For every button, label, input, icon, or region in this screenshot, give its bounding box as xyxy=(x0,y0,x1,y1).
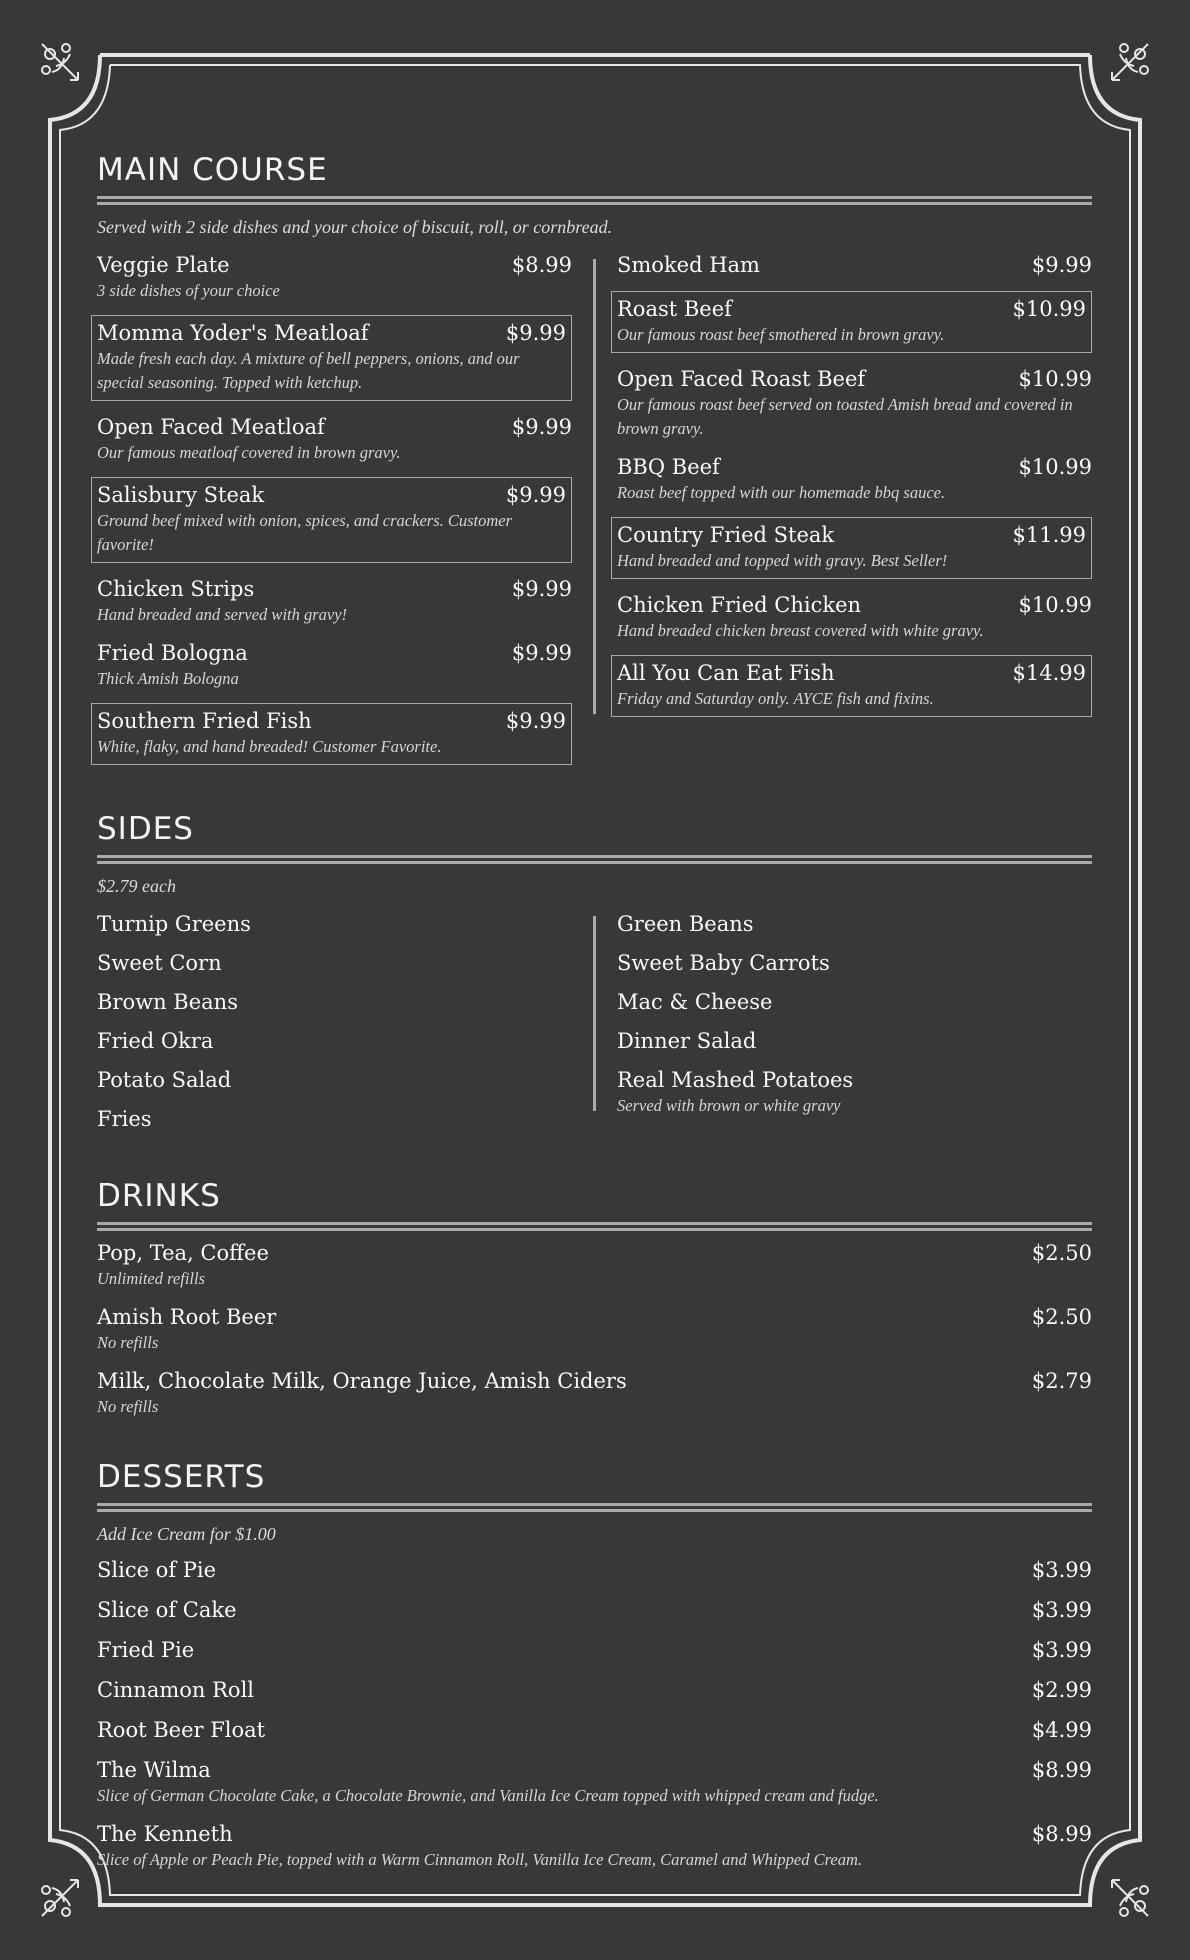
menu-item-description: Our famous meatloaf covered in brown gravy. xyxy=(97,443,401,462)
side-item xyxy=(97,1066,572,1094)
side-item-name: Fried Okra xyxy=(97,1029,214,1053)
menu-item-price: $11.99 xyxy=(1012,523,1086,547)
menu-item-row xyxy=(97,707,566,735)
side-item xyxy=(97,1105,572,1133)
menu-item-row xyxy=(617,659,1086,687)
section-title: SIDES xyxy=(97,811,194,847)
menu-item-row xyxy=(97,413,572,441)
menu-item xyxy=(617,365,1092,441)
menu-item-price: $8.99 xyxy=(511,253,572,277)
menu-item-row xyxy=(97,1367,1092,1395)
menu-item-description: Slice of German Chocolate Cake, a Chocolate Brownie, and Vanilla Ice Cream topped with whipped cream and fudge. xyxy=(97,1786,879,1805)
menu-item-name: The Kenneth xyxy=(97,1822,233,1846)
side-item xyxy=(617,949,1092,977)
menu-item xyxy=(91,315,572,401)
side-item-name: Mac & Cheese xyxy=(617,990,773,1014)
menu-item-description: 3 side dishes of your choice xyxy=(97,281,280,300)
section-title: DRINKS xyxy=(97,1178,221,1214)
menu-item-name: BBQ Beef xyxy=(617,455,720,479)
side-item xyxy=(617,988,1092,1016)
drinks-section xyxy=(97,1174,1092,1419)
side-item xyxy=(617,910,1092,938)
menu-item-name: Open Faced Meatloaf xyxy=(97,415,325,439)
menu-item-row xyxy=(617,453,1092,481)
menu-item xyxy=(617,251,1092,279)
section-rule xyxy=(97,855,1092,864)
menu-item xyxy=(97,413,572,465)
side-item-name: Potato Salad xyxy=(97,1068,232,1092)
menu-item-price: $4.99 xyxy=(1031,1718,1092,1742)
menu-item-name: Pop, Tea, Coffee xyxy=(97,1241,269,1265)
menu-item xyxy=(91,477,572,563)
menu-item-name: Salisbury Steak xyxy=(97,483,265,507)
menu-item-description: Our famous roast beef served on toasted Amish bread and covered in brown gravy. xyxy=(617,395,1073,438)
menu-item-price: $10.99 xyxy=(1018,367,1092,391)
menu-item-price: $10.99 xyxy=(1018,593,1092,617)
menu-item-name: All You Can Eat Fish xyxy=(617,661,835,685)
sides-left-column xyxy=(97,910,572,1144)
menu-item-price: $9.99 xyxy=(505,483,566,507)
menu-item-description: White, flaky, and hand breaded! Customer Favorite. xyxy=(97,737,442,756)
side-item xyxy=(97,1027,572,1055)
menu-item-description: Hand breaded and topped with gravy. Best Seller! xyxy=(617,551,948,570)
menu-item-price: $9.99 xyxy=(505,321,566,345)
menu-item xyxy=(91,703,572,765)
sides-section xyxy=(97,807,1092,1144)
menu-item-description: Hand breaded and served with gravy! xyxy=(97,605,348,624)
menu-item-name: Smoked Ham xyxy=(617,253,760,277)
main-course-columns xyxy=(97,251,1092,777)
menu-item-name: Fried Bologna xyxy=(97,641,248,665)
menu-item-price: $14.99 xyxy=(1012,661,1086,685)
menu-item-description: Unlimited refills xyxy=(97,1269,206,1288)
sides-right-column xyxy=(617,910,1092,1144)
menu-item-row xyxy=(97,1716,1092,1744)
menu-item-row xyxy=(97,1596,1092,1624)
menu-item-name: Chicken Strips xyxy=(97,577,255,601)
menu-item xyxy=(97,1239,1092,1291)
side-item-description: Served with brown or white gravy xyxy=(617,1096,841,1115)
menu-item xyxy=(97,1556,1092,1584)
menu-content xyxy=(97,148,1092,1884)
side-item-name: Brown Beans xyxy=(97,990,238,1014)
menu-item-name: Fried Pie xyxy=(97,1638,195,1662)
menu-item-name: Milk, Chocolate Milk, Orange Juice, Amish Ciders xyxy=(97,1369,627,1393)
menu-item-description: Friday and Saturday only. AYCE fish and fixins. xyxy=(617,689,934,708)
menu-item-row xyxy=(617,591,1092,619)
menu-item-name: Momma Yoder's Meatloaf xyxy=(97,321,369,345)
menu-item-name: Chicken Fried Chicken xyxy=(617,593,862,617)
menu-item-row xyxy=(97,1820,1092,1848)
menu-item-price: $2.99 xyxy=(1031,1678,1092,1702)
menu-item-price: $8.99 xyxy=(1031,1758,1092,1782)
section-title: MAIN COURSE xyxy=(97,152,328,188)
menu-item xyxy=(97,1636,1092,1664)
main-course-section xyxy=(97,148,1092,777)
menu-item-price: $10.99 xyxy=(1012,297,1086,321)
desserts-section xyxy=(97,1455,1092,1872)
menu-item-row xyxy=(617,251,1092,279)
menu-item-row xyxy=(97,575,572,603)
menu-item xyxy=(97,1596,1092,1624)
side-item-name: Sweet Baby Carrots xyxy=(617,951,830,975)
side-item-name: Turnip Greens xyxy=(97,912,251,936)
menu-item-description: No refills xyxy=(97,1333,159,1352)
section-rule xyxy=(97,1222,1092,1231)
menu-item xyxy=(97,639,572,691)
menu-item-row xyxy=(97,1756,1092,1784)
section-title: DESSERTS xyxy=(97,1459,266,1495)
menu-item-description: Roast beef topped with our homemade bbq sauce. xyxy=(617,483,946,502)
menu-item xyxy=(611,517,1092,579)
menu-item-row xyxy=(97,1676,1092,1704)
menu-item xyxy=(611,291,1092,353)
menu-item-name: Southern Fried Fish xyxy=(97,709,312,733)
section-intro: Add Ice Cream for $1.00 xyxy=(97,1524,276,1544)
menu-item xyxy=(617,591,1092,643)
menu-item xyxy=(97,1367,1092,1419)
menu-item-price: $3.99 xyxy=(1031,1598,1092,1622)
menu-item-name: Country Fried Steak xyxy=(617,523,835,547)
menu-item-name: Slice of Pie xyxy=(97,1558,217,1582)
menu-item-description: Thick Amish Bologna xyxy=(97,669,239,688)
menu-item-row xyxy=(97,1303,1092,1331)
side-item-name: Real Mashed Potatoes xyxy=(617,1068,854,1092)
menu-item-name: Veggie Plate xyxy=(97,253,230,277)
menu-item-description: Slice of Apple or Peach Pie, topped with a Warm Cinnamon Roll, Vanilla Ice Cream, Caramel and Whipped Cream. xyxy=(97,1850,863,1869)
main-course-right-column xyxy=(617,251,1092,777)
menu-item-price: $2.50 xyxy=(1031,1241,1092,1265)
menu-item-description: Hand breaded chicken breast covered with white gravy. xyxy=(617,621,984,640)
menu-item-row xyxy=(97,251,572,279)
section-intro: Served with 2 side dishes and your choice of biscuit, roll, or cornbread. xyxy=(97,217,613,237)
menu-item-price: $9.99 xyxy=(1031,253,1092,277)
section-intro: $2.79 each xyxy=(97,876,176,896)
menu-item-description: Our famous roast beef smothered in brown gravy. xyxy=(617,325,945,344)
menu-item xyxy=(97,575,572,627)
menu-item-name: Cinnamon Roll xyxy=(97,1678,254,1702)
menu-item-row xyxy=(97,1239,1092,1267)
menu-item-price: $9.99 xyxy=(505,709,566,733)
column-divider xyxy=(593,259,596,714)
menu-item-price: $3.99 xyxy=(1031,1558,1092,1582)
menu-item xyxy=(97,1716,1092,1744)
menu-item xyxy=(97,251,572,303)
menu-item-price: $2.79 xyxy=(1031,1369,1092,1393)
side-item-name: Fries xyxy=(97,1107,152,1131)
menu-item-price: $9.99 xyxy=(511,577,572,601)
menu-item-name: Root Beer Float xyxy=(97,1718,266,1742)
desserts-list xyxy=(97,1556,1092,1872)
menu-item-price: $3.99 xyxy=(1031,1638,1092,1662)
menu-item xyxy=(97,1756,1092,1808)
menu-item-row xyxy=(617,365,1092,393)
menu-item-price: $8.99 xyxy=(1031,1822,1092,1846)
menu-item-price: $9.99 xyxy=(511,415,572,439)
side-item xyxy=(97,949,572,977)
menu-item xyxy=(97,1303,1092,1355)
menu-item-name: Slice of Cake xyxy=(97,1598,237,1622)
drinks-list xyxy=(97,1239,1092,1419)
menu-item-row xyxy=(617,521,1086,549)
menu-item-row xyxy=(97,319,566,347)
menu-item-name: The Wilma xyxy=(97,1758,211,1782)
column-divider xyxy=(593,916,596,1111)
menu-item xyxy=(97,1820,1092,1872)
side-item-name: Green Beans xyxy=(617,912,754,936)
menu-item-row xyxy=(97,1556,1092,1584)
menu-item-description: No refills xyxy=(97,1397,159,1416)
menu-item-row xyxy=(97,639,572,667)
side-item xyxy=(617,1027,1092,1055)
menu-item xyxy=(611,655,1092,717)
main-course-left-column xyxy=(97,251,572,777)
menu-item-description: Made fresh each day. A mixture of bell peppers, onions, and our special seasoning. Topped with ketchup. xyxy=(97,349,520,392)
side-item-name: Sweet Corn xyxy=(97,951,222,975)
section-rule xyxy=(97,1503,1092,1512)
menu-item xyxy=(617,453,1092,505)
menu-item-price: $9.99 xyxy=(511,641,572,665)
menu-item-row xyxy=(97,1636,1092,1664)
menu-item-row xyxy=(97,481,566,509)
menu-item-name: Roast Beef xyxy=(617,297,732,321)
menu-item-description: Ground beef mixed with onion, spices, and crackers. Customer favorite! xyxy=(97,511,513,554)
side-item xyxy=(617,1066,1092,1118)
side-item xyxy=(97,910,572,938)
menu-item-price: $10.99 xyxy=(1018,455,1092,479)
side-item xyxy=(97,988,572,1016)
menu-item-row xyxy=(617,295,1086,323)
menu-item-name: Open Faced Roast Beef xyxy=(617,367,866,391)
menu-item xyxy=(97,1676,1092,1704)
sides-columns xyxy=(97,910,1092,1144)
menu-item-price: $2.50 xyxy=(1031,1305,1092,1329)
side-item-name: Dinner Salad xyxy=(617,1029,757,1053)
menu-item-name: Amish Root Beer xyxy=(97,1305,277,1329)
section-rule xyxy=(97,196,1092,205)
